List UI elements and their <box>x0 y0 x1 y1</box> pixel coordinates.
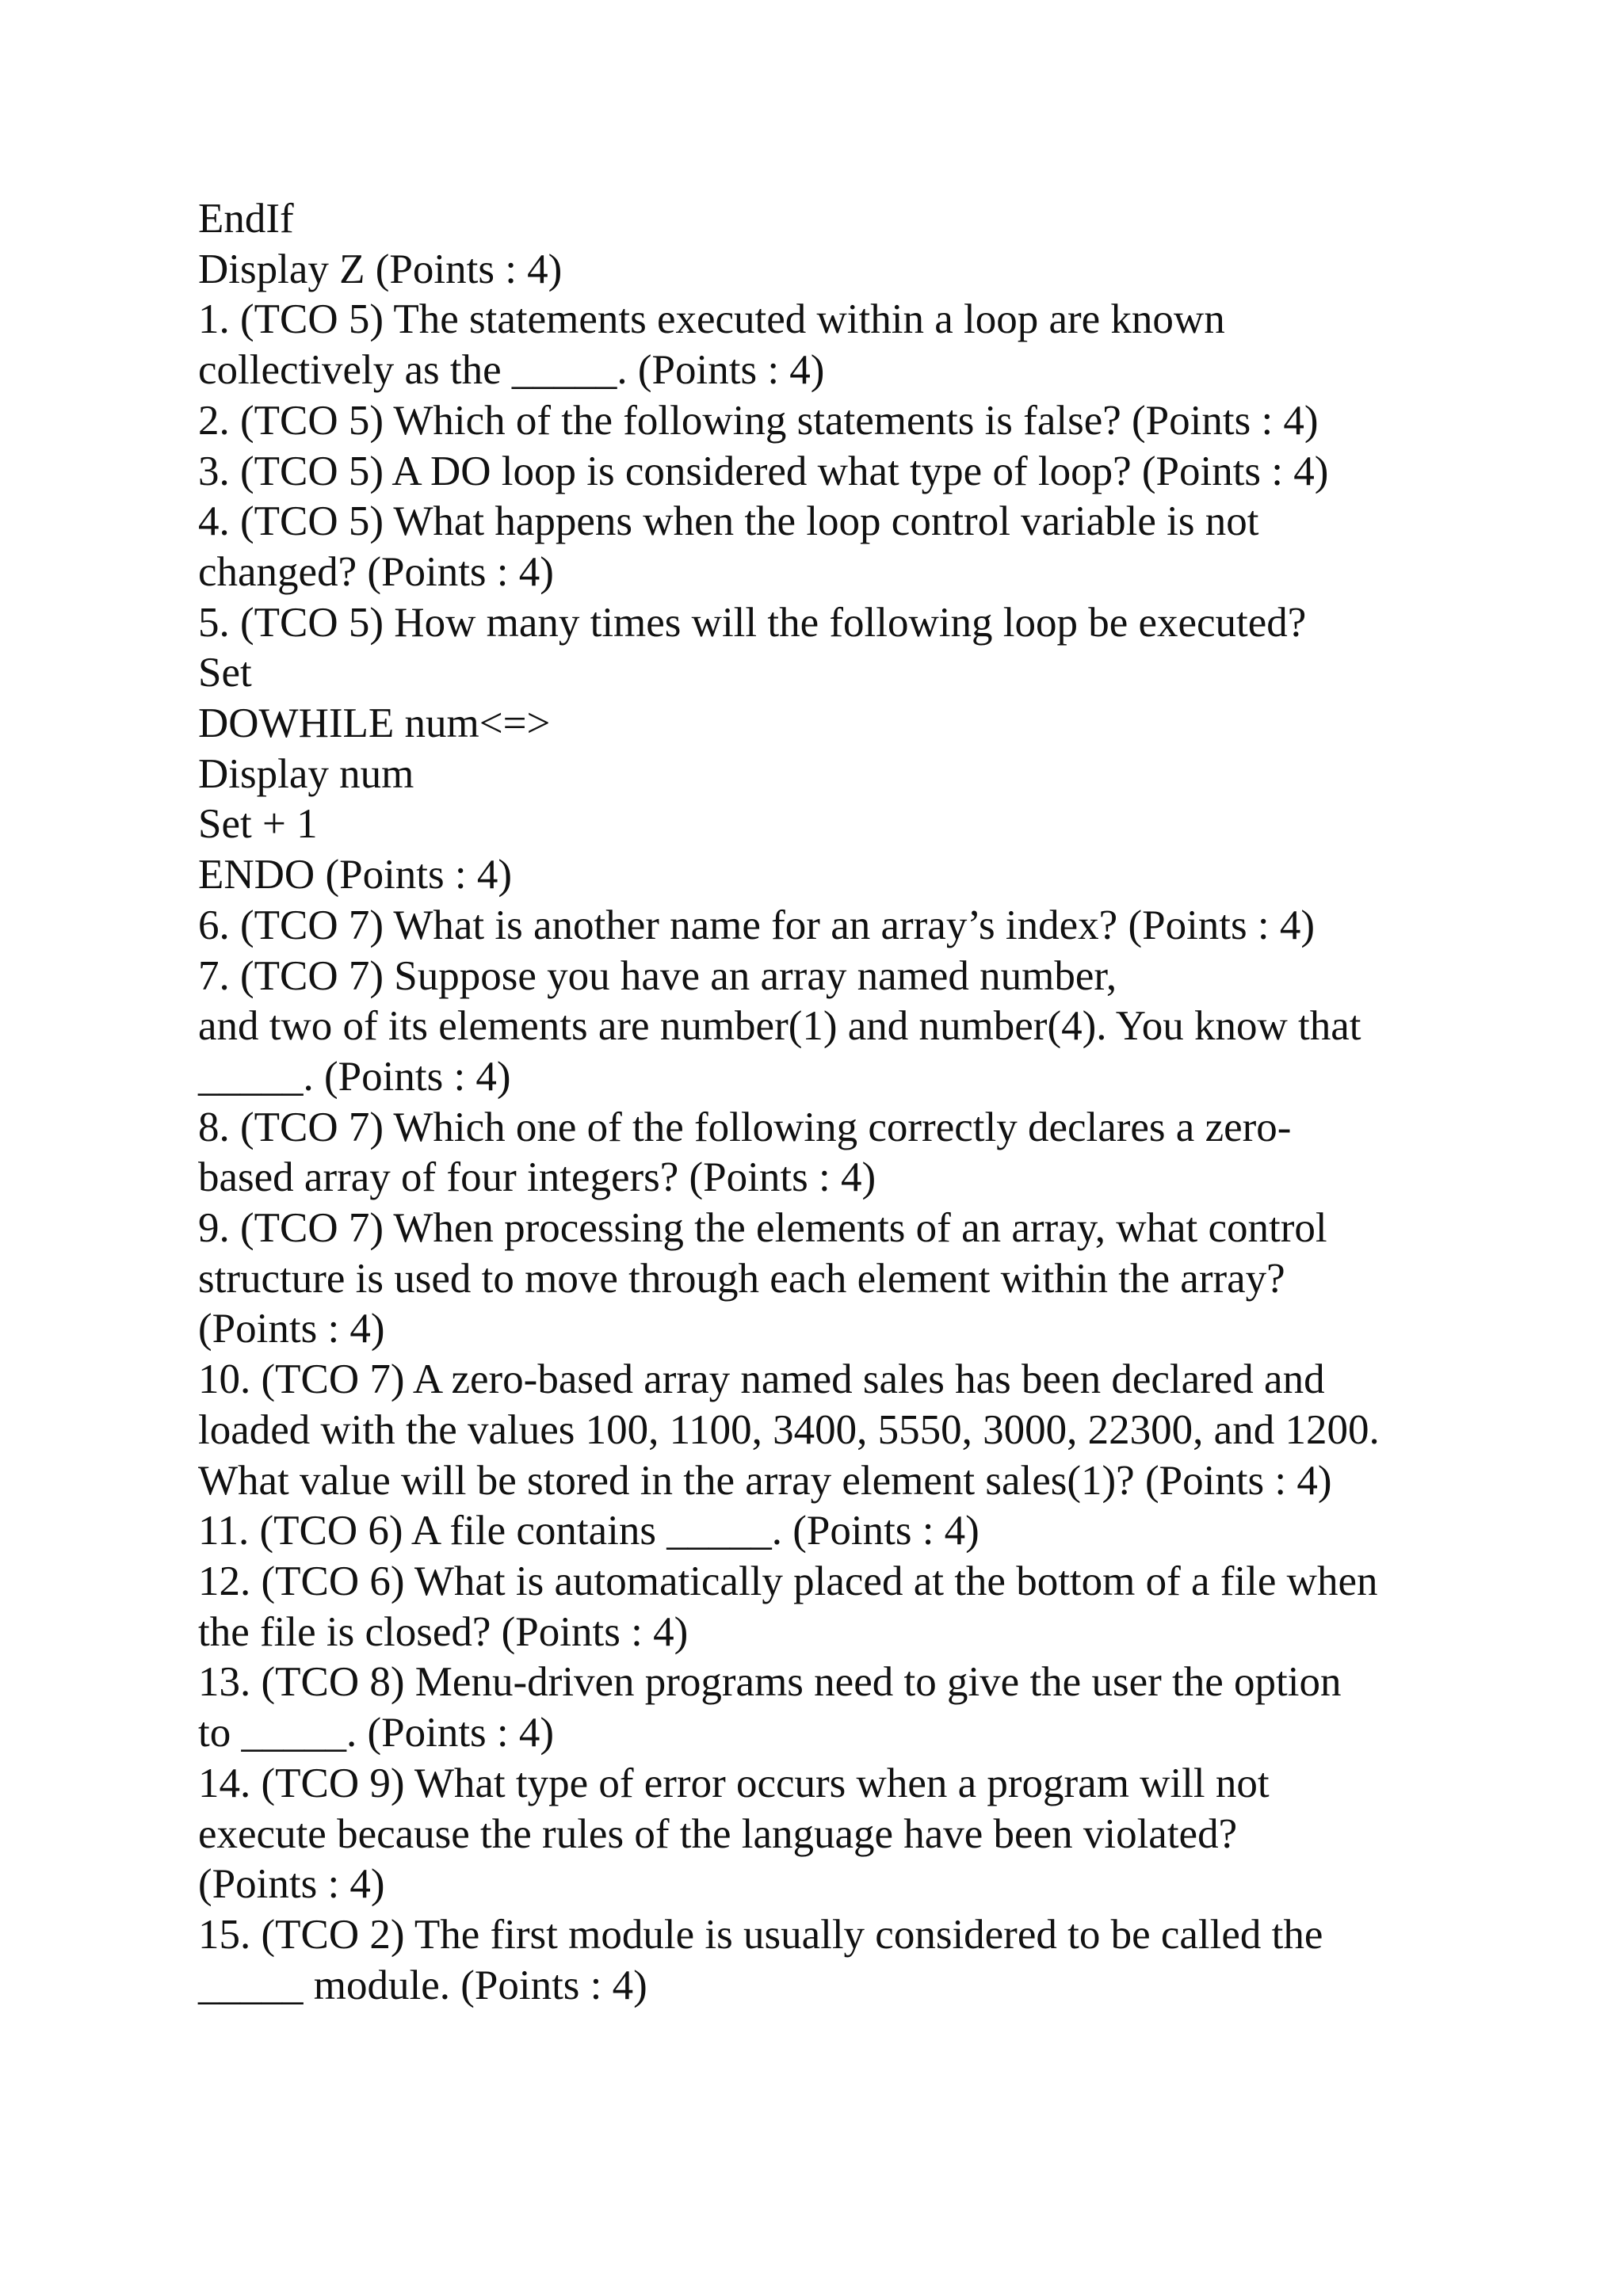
text-line: execute because the rules of the language have been violated? <box>198 1810 1238 1857</box>
text-line: to _____. (Points : 4) <box>198 1710 555 1756</box>
question-1-line: 1. (TCO 5) The statements executed within a loop are known <box>198 296 1225 343</box>
question-7-line: 7. (TCO 7) Suppose you have an array named number, <box>198 952 1117 999</box>
question-4-line: 4. (TCO 5) What happens when the loop control variable is not <box>198 498 1259 545</box>
text-line: structure is used to move through each element within the array? <box>198 1255 1285 1302</box>
text-line: (Points : 4) <box>198 1861 385 1908</box>
code-line: Set + 1 <box>198 801 318 848</box>
code-line: DOWHILE num<=> <box>198 700 551 747</box>
question-3-line: 3. (TCO 5) A DO loop is considered what type of loop? (Points : 4) <box>198 448 1329 494</box>
text-line: the file is closed? (Points : 4) <box>198 1608 689 1655</box>
text-line: collectively as the _____. (Points : 4) <box>198 347 825 394</box>
text-line: loaded with the values 100, 1100, 3400, 5550, 3000, 22300, and 1200. <box>198 1406 1380 1453</box>
question-11-line: 11. (TCO 6) A file contains _____. (Points : 4) <box>198 1508 980 1554</box>
text-line: Display Z (Points : 4) <box>198 246 563 292</box>
document-text <box>198 194 1482 2011</box>
text-line: _____ module. (Points : 4) <box>198 1962 647 2008</box>
question-8-line: 8. (TCO 7) Which one of the following correctly declares a zero- <box>198 1104 1292 1150</box>
question-2-line: 2. (TCO 5) Which of the following statements is false? (Points : 4) <box>198 397 1319 444</box>
question-5-line: 5. (TCO 5) How many times will the following loop be executed? <box>198 599 1307 646</box>
code-line: ENDO (Points : 4) <box>198 852 513 898</box>
text-line: _____. (Points : 4) <box>198 1053 511 1100</box>
text-line: changed? (Points : 4) <box>198 548 554 595</box>
question-14-line: 14. (TCO 9) What type of error occurs when a program will not <box>198 1760 1270 1806</box>
text-line: EndIf <box>198 196 294 242</box>
text-line: based array of four integers? (Points : 4) <box>198 1154 876 1201</box>
question-12-line: 12. (TCO 6) What is automatically placed at the bottom of a file when <box>198 1558 1378 1604</box>
code-line: Set <box>198 650 252 696</box>
code-line: Display num <box>198 750 414 797</box>
text-line: and two of its elements are number(1) and number(4). You know that <box>198 1003 1361 1050</box>
question-15-line: 15. (TCO 2) The first module is usually considered to be called the <box>198 1911 1323 1958</box>
text-line: What value will be stored in the array element sales(1)? (Points : 4) <box>198 1457 1332 1504</box>
question-9-line: 9. (TCO 7) When processing the elements of an array, what control <box>198 1205 1327 1252</box>
text-line: (Points : 4) <box>198 1306 385 1352</box>
question-13-line: 13. (TCO 8) Menu-driven programs need to give the user the option <box>198 1659 1342 1706</box>
question-6-line: 6. (TCO 7) What is another name for an array’s index? (Points : 4) <box>198 902 1316 948</box>
question-10-line: 10. (TCO 7) A zero-based array named sales has been declared and <box>198 1356 1325 1403</box>
